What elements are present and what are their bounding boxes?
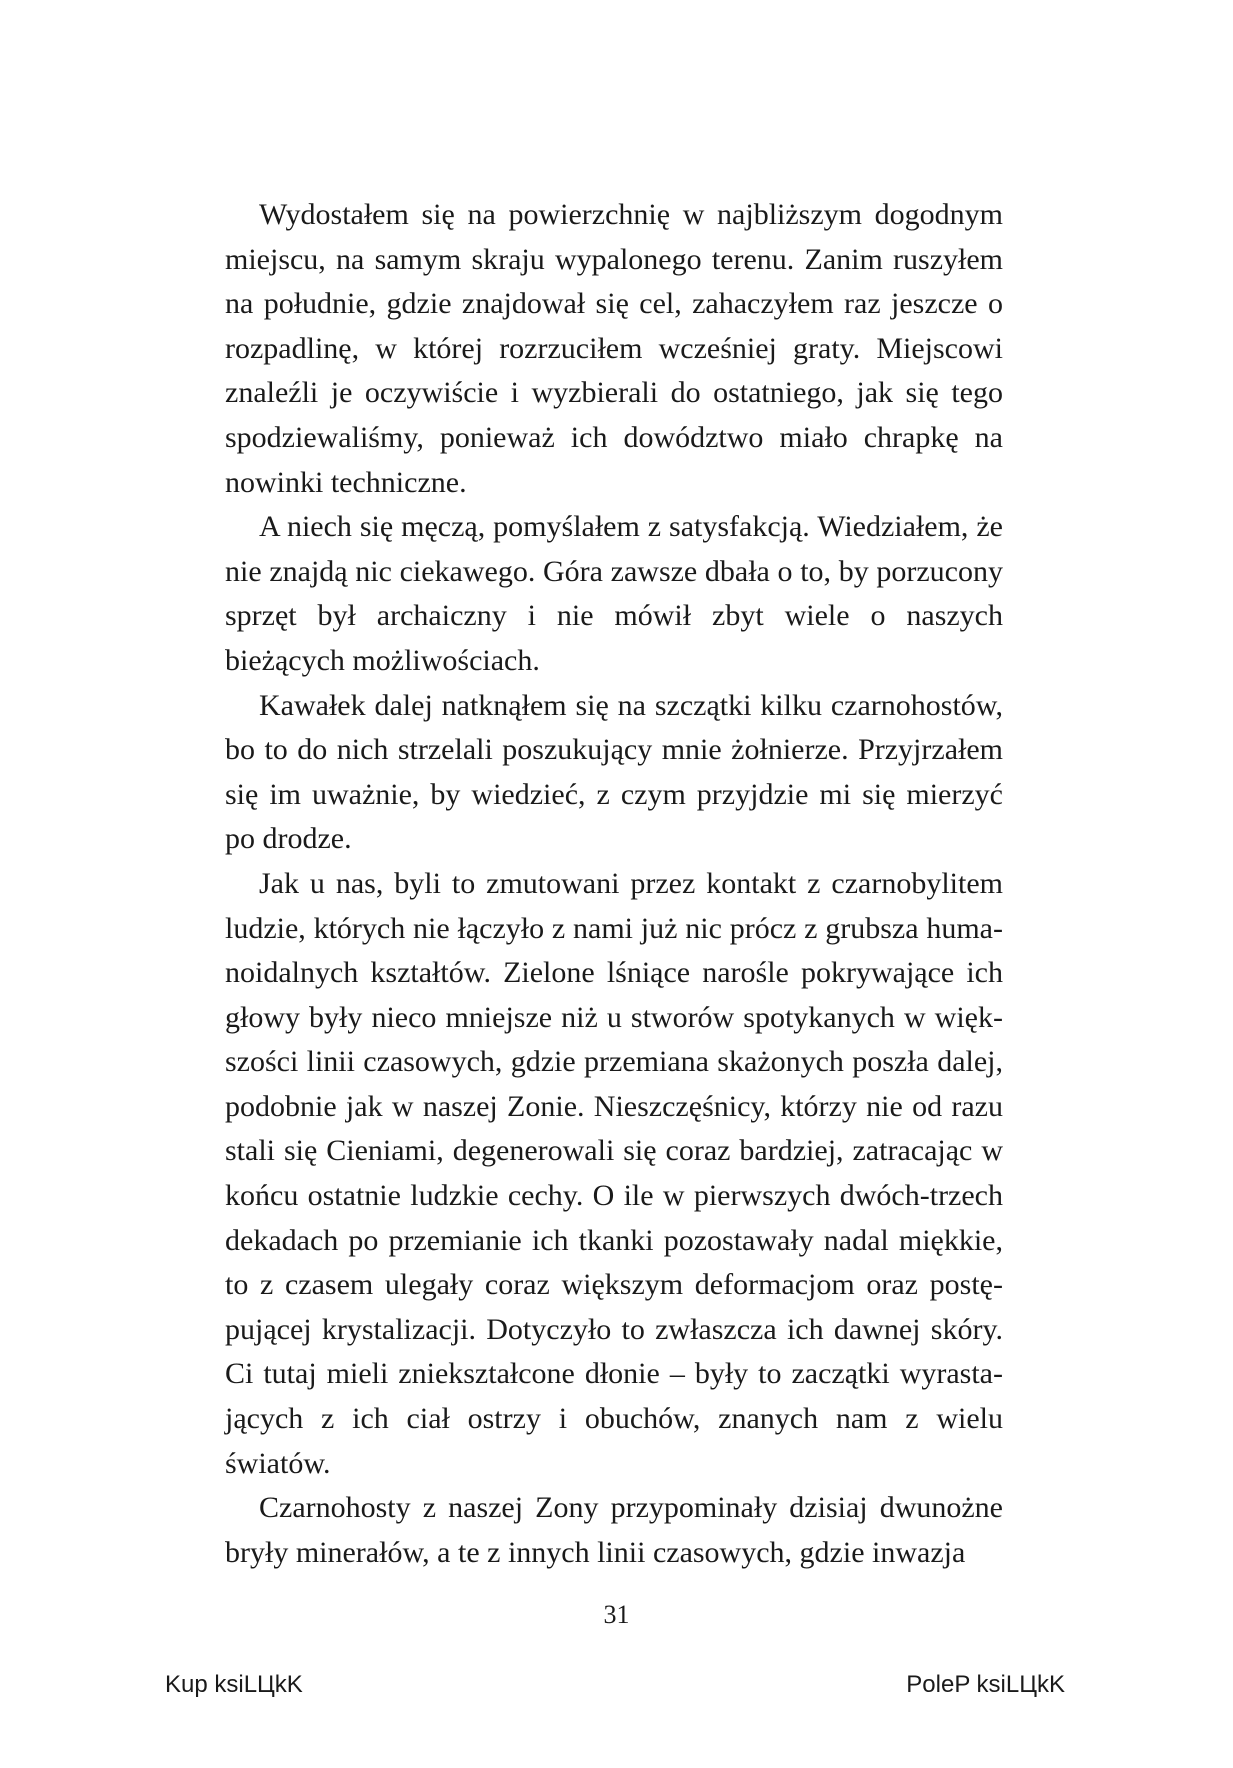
paragraph: Wydostałem się na powierzchnię w najbliższym dogodnym miejscu, na samym skraju wypalonego terenu. Zanim ruszyłem na południe, gdzie znajdował się cel, zahaczyłem raz jeszcze o rozpadlinę, w której rozrzuciłem wcześniej graty. Miejscowi znaleźli je oczywiście i wyzbierali do ostatniego, jak się tego spodziewaliśmy, ponieważ ich dowództwo miało chrapkę na nowinki techniczne. xyxy=(225,198,1003,499)
buy-book-link[interactable]: Kup ksiLЦkK xyxy=(165,1671,303,1698)
paragraph: Jak u nas, byli to zmutowani przez kontakt z czarnobylitem ludzie, których nie łączyło z nami już nic prócz z grubsza humanoidalnych kształtów. Zielone lśniące narośle pokrywające ich głowy były nieco mniejsze niż u stworów spotykanych w większości linii czasowych, gdzie przemiana skażonych poszła dalej, podobnie jak w naszej Zonie. Nieszczęśnicy, którzy nie od razu stali się Cieniami, degenerowali się coraz bardziej, zatracając w końcu ostatnie ludzkie cechy. O ile w pierwszych dwóch-trzech dekadach po przemianie ich tkanki pozostawały nadal miękkie, to z czasem ulegały coraz większym deformacjom oraz postępującej krystalizacji. Dotyczyło to zwłaszcza ich dawnej skóry. Ci tutaj mieli zniekształcone dłonie – były to zaczątki wyrastających z ich ciał ostrzy i obuchów, znanych nam z wielu światów. xyxy=(225,866,1003,1480)
paragraph: Kawałek dalej natknąłem się na szczątki kilku czarnohostów, bo to do nich strzelali poszukujący mnie żołnierze. Przyjrzałem się im uważnie, by wiedzieć, z czym przyjdzie mi się mierzyć po drodze. xyxy=(225,688,1003,856)
paragraph: Czarnohosty z naszej Zony przypominały dzisiaj dwunożne bryły minerałów, a te z innych linii czasowych, gdzie inwazja xyxy=(225,1491,1003,1569)
paragraph: A niech się męczą, pomyślałem z satysfakcją. Wiedziałem, że nie znajdą nic ciekawego. Góra zawsze dbała o to, by porzucony sprzęt był archaiczny i nie mówił zbyt wiele o naszych bieżących możliwościach. xyxy=(225,510,1003,677)
body-text xyxy=(225,193,1003,1575)
recommend-book-link[interactable]: PoleP ksiLЦkK xyxy=(906,1671,1065,1698)
page-number: 31 xyxy=(603,1600,630,1629)
